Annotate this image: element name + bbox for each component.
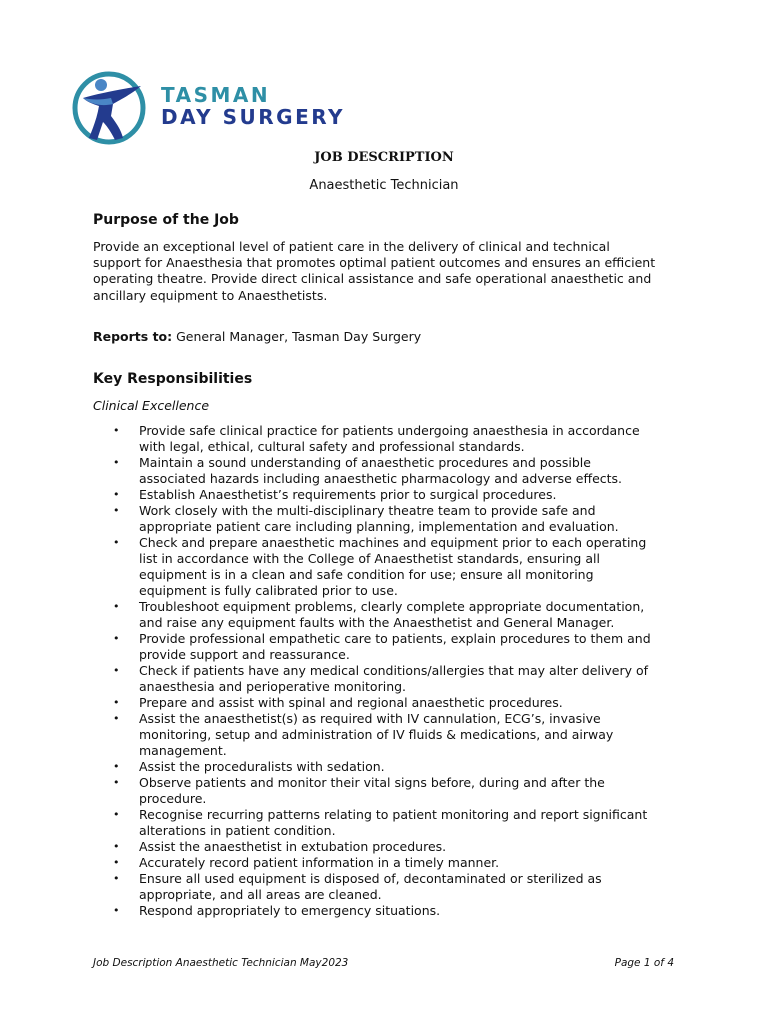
list-item	[93, 903, 683, 919]
list-item	[93, 631, 683, 663]
list-item	[93, 871, 683, 903]
document-subtitle: Anaesthetic Technician	[309, 178, 459, 193]
list-item	[93, 695, 683, 711]
purpose-line: support for Anaesthesia that promotes optimal patient outcomes and ensures an efficient	[93, 255, 656, 271]
list-item	[93, 711, 683, 759]
bullet-icon: •	[113, 600, 120, 613]
bullet-icon: •	[113, 696, 120, 709]
list-item-line: monitoring, setup and administration of IV fluids & medications, and airway	[139, 727, 614, 742]
list-item	[93, 775, 683, 807]
bullet-icon: •	[113, 536, 120, 549]
list-item-line: anaesthesia and perioperative monitoring.	[139, 679, 407, 694]
list-item-line: Provide safe clinical practice for patients undergoing anaesthesia in accordance	[139, 423, 640, 438]
footer-document-name: Job Description Anaesthetic Technician May2023	[93, 957, 349, 969]
bullet-icon: •	[113, 856, 120, 869]
list-item-line: Work closely with the multi-disciplinary theatre team to provide safe and	[139, 503, 596, 518]
purpose-line: operating theatre. Provide direct clinical assistance and safe operational anaesthetic and	[93, 271, 652, 287]
list-item-line: Assist the proceduralists with sedation.	[139, 759, 385, 774]
responsibilities-list	[93, 423, 683, 919]
list-item-line: Provide professional empathetic care to patients, explain procedures to them and	[139, 631, 651, 646]
bullet-icon: •	[113, 456, 120, 469]
list-item-line: Establish Anaesthetist’s requirements prior to surgical procedures.	[139, 487, 557, 502]
list-item-line: associated hazards including anaesthetic pharmacology and adverse effects.	[139, 471, 623, 486]
list-item-line: equipment is fully calibrated prior to use.	[139, 583, 398, 598]
list-item	[93, 759, 683, 775]
bullet-icon: •	[113, 632, 120, 645]
list-item	[93, 487, 683, 503]
bullet-icon: •	[113, 424, 120, 437]
list-item	[93, 503, 683, 535]
list-item-line: alterations in patient condition.	[139, 823, 336, 838]
bullet-icon: •	[113, 712, 120, 725]
list-item-line: Check and prepare anaesthetic machines and equipment prior to each operating	[139, 535, 647, 550]
reports-to-label: Reports to:	[93, 329, 173, 344]
bullet-icon: •	[113, 872, 120, 885]
purpose-paragraph	[93, 239, 683, 304]
list-item-line: appropriate patient care including planning, implementation and evaluation.	[139, 519, 619, 534]
list-item-line: appropriate, and all areas are cleaned.	[139, 887, 382, 902]
list-item-line: and raise any equipment faults with the Anaesthetist and General Manager.	[139, 615, 615, 630]
logo-figure-icon	[71, 68, 157, 148]
list-item	[93, 455, 683, 487]
bullet-icon: •	[113, 904, 120, 917]
list-item	[93, 423, 683, 455]
list-item-line: Assist the anaesthetist(s) as required with IV cannulation, ECG’s, invasive	[139, 711, 601, 726]
responsibilities-heading: Key Responsibilities	[93, 371, 253, 387]
bullet-icon: •	[113, 488, 120, 501]
list-item-line: with legal, ethical, cultural safety and professional standards.	[139, 439, 525, 454]
list-item-line: Observe patients and monitor their vital signs before, during and after the	[139, 775, 605, 790]
list-item-line: list in accordance with the College of Anaesthetist standards, ensuring all	[139, 551, 600, 566]
bullet-icon: •	[113, 664, 120, 677]
list-item-line: Check if patients have any medical conditions/allergies that may alter delivery of	[139, 663, 649, 678]
list-item-line: Ensure all used equipment is disposed of, decontaminated or sterilized as	[139, 871, 602, 886]
company-logo	[71, 68, 361, 148]
list-item-line: Recognise recurring patterns relating to patient monitoring and report significant	[139, 807, 648, 822]
list-item	[93, 807, 683, 839]
purpose-line: Provide an exceptional level of patient care in the delivery of clinical and technical	[93, 239, 610, 254]
list-item-line: management.	[139, 743, 227, 758]
bullet-icon: •	[113, 504, 120, 517]
bullet-icon: •	[113, 760, 120, 773]
logo-line-2: DAY SURGERY	[161, 105, 346, 129]
bullet-icon: •	[113, 808, 120, 821]
purpose-line: ancillary equipment to Anaesthetists.	[93, 287, 328, 303]
purpose-heading: Purpose of the Job	[93, 212, 239, 228]
footer-page-number: Page 1 of 4	[614, 957, 674, 969]
bullet-icon: •	[113, 776, 120, 789]
list-item-line: Troubleshoot equipment problems, clearly complete appropriate documentation,	[139, 599, 645, 614]
list-item	[93, 599, 683, 631]
list-item-line: procedure.	[139, 791, 207, 806]
list-item	[93, 663, 683, 695]
list-item-line: Maintain a sound understanding of anaesthetic procedures and possible	[139, 455, 591, 470]
list-item	[93, 535, 683, 599]
list-item-line: Prepare and assist with spinal and regional anaesthetic procedures.	[139, 695, 563, 710]
responsibilities-subheading: Clinical Excellence	[93, 398, 210, 413]
list-item-line: Respond appropriately to emergency situations.	[139, 903, 441, 918]
document-title: JOB DESCRIPTION	[314, 150, 454, 165]
reports-to	[93, 329, 421, 344]
list-item-line: provide support and reassurance.	[139, 647, 350, 662]
bullet-icon: •	[113, 840, 120, 853]
logo-line-1: TASMAN	[161, 83, 271, 107]
reports-to-value: General Manager, Tasman Day Surgery	[172, 329, 422, 344]
list-item-line: Assist the anaesthetist in extubation procedures.	[139, 839, 447, 854]
list-item-line: equipment is in a clean and safe condition for use; ensure all monitoring	[139, 567, 594, 582]
list-item	[93, 839, 683, 855]
list-item-line: Accurately record patient information in a timely manner.	[139, 855, 500, 870]
list-item	[93, 855, 683, 871]
